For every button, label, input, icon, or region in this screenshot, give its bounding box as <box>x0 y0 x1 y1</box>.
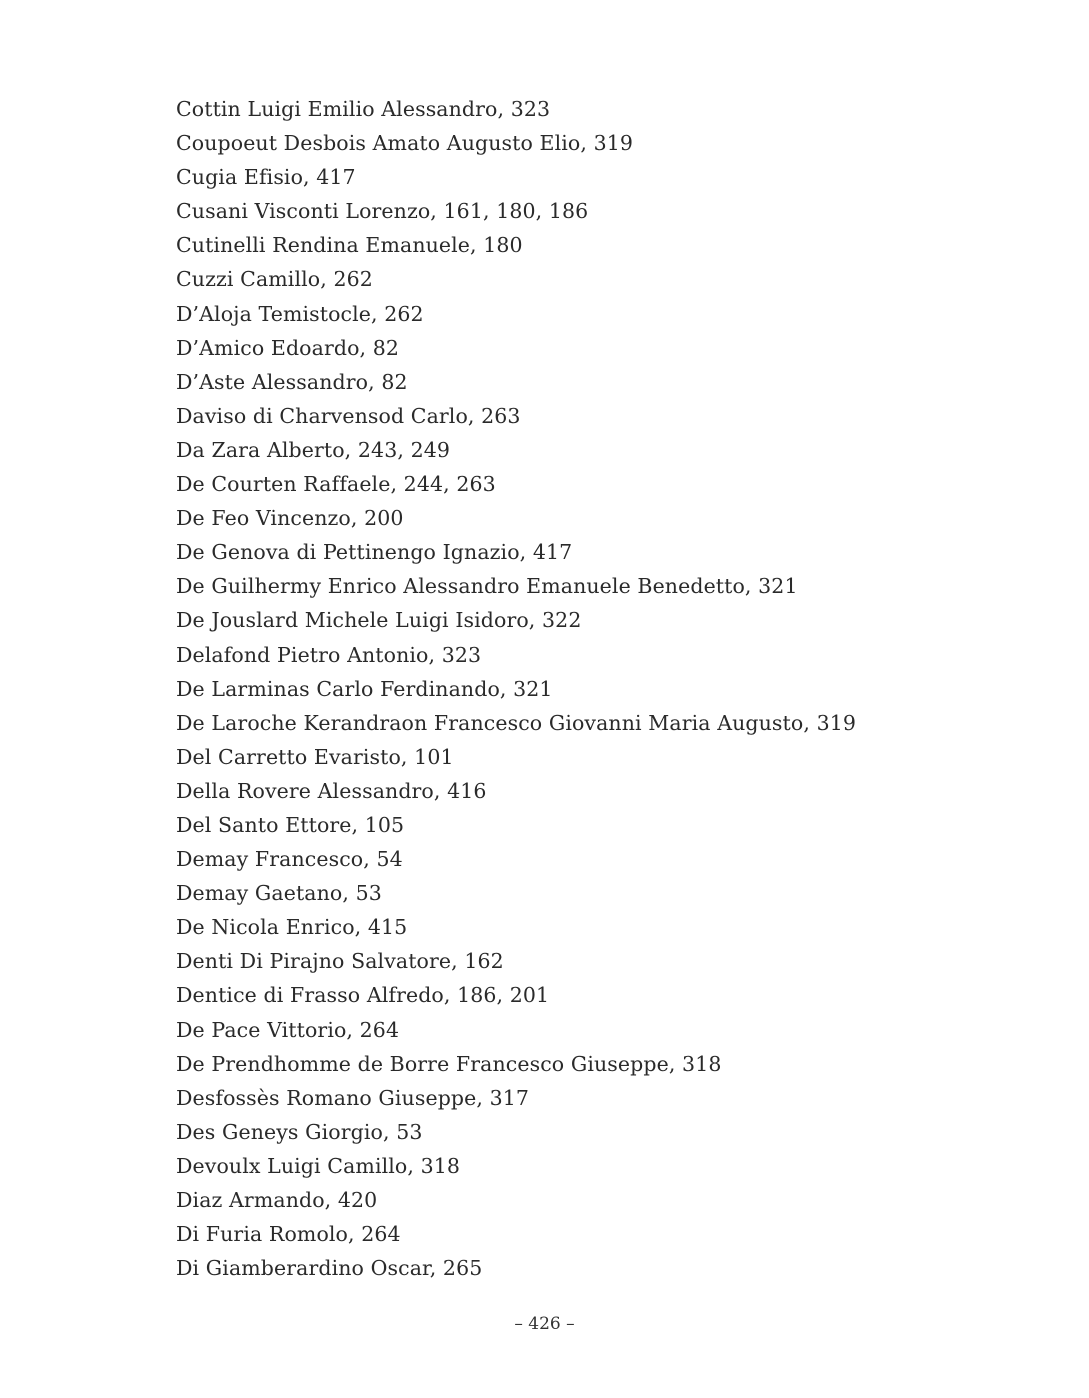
index-entry: Cusani Visconti Lorenzo, 161, 180, 186 <box>176 199 589 224</box>
index-entry: De Feo Vincenzo, 200 <box>176 506 404 531</box>
index-entry: D’Amico Edoardo, 82 <box>176 335 400 360</box>
index-entry: Cugia Efisio, 417 <box>176 165 356 190</box>
index-entry: De Genova di Pettinengo Ignazio, 417 <box>176 540 573 565</box>
index-entry: De Larminas Carlo Ferdinando, 321 <box>176 676 553 701</box>
index-entry: Coupoeut Desbois Amato Augusto Elio, 319 <box>176 131 634 156</box>
index-entry: Da Zara Alberto, 243, 249 <box>176 437 450 462</box>
index-entry: Devoulx Luigi Camillo, 318 <box>176 1153 461 1178</box>
index-entry: Des Geneys Giorgio, 53 <box>176 1119 423 1144</box>
page-number: – 426 – <box>514 1314 575 1334</box>
index-entry: De Nicola Enrico, 415 <box>176 915 408 940</box>
index-entry: De Jouslard Michele Luigi Isidoro, 322 <box>176 608 582 633</box>
index-entry: Cottin Luigi Emilio Alessandro, 323 <box>176 97 551 121</box>
index-entry: Dentice di Frasso Alfredo, 186, 201 <box>176 983 550 1008</box>
index-entry: Delafond Pietro Antonio, 323 <box>176 642 482 667</box>
index-entry: D’Aloja Temistocle, 262 <box>176 301 424 326</box>
index-entry: Del Carretto Evaristo, 101 <box>176 744 454 769</box>
index-entry: Daviso di Charvensod Carlo, 263 <box>176 403 521 428</box>
index-entry: Demay Francesco, 54 <box>176 847 403 872</box>
index-entry: Di Giamberardino Oscar, 265 <box>176 1256 483 1281</box>
index-entry: Di Furia Romolo, 264 <box>176 1222 401 1247</box>
index-entry: Cutinelli Rendina Emanuele, 180 <box>176 233 523 258</box>
index-entry: De Laroche Kerandraon Francesco Giovanni Maria Augusto, 319 <box>176 710 856 735</box>
index-entry: Cuzzi Camillo, 262 <box>176 267 373 292</box>
index-entry: Della Rovere Alessandro, 416 <box>176 778 487 803</box>
index-entry: Del Santo Ettore, 105 <box>176 812 405 837</box>
index-entry: Desfossès Romano Giuseppe, 317 <box>176 1085 530 1110</box>
name-index-list <box>176 92 1036 1285</box>
index-entry: De Pace Vittorio, 264 <box>176 1017 400 1042</box>
index-entry: D’Aste Alessandro, 82 <box>176 369 408 394</box>
index-entry: De Courten Raffaele, 244, 263 <box>176 472 496 497</box>
index-entry: Diaz Armando, 420 <box>176 1188 378 1212</box>
index-entry: Denti Di Pirajno Salvatore, 162 <box>176 949 504 974</box>
index-entry: De Guilhermy Enrico Alessandro Emanuele Benedetto, 321 <box>176 574 798 599</box>
index-entry: Demay Gaetano, 53 <box>176 881 382 906</box>
index-entry: De Prendhomme de Borre Francesco Giuseppe, 318 <box>176 1051 722 1076</box>
